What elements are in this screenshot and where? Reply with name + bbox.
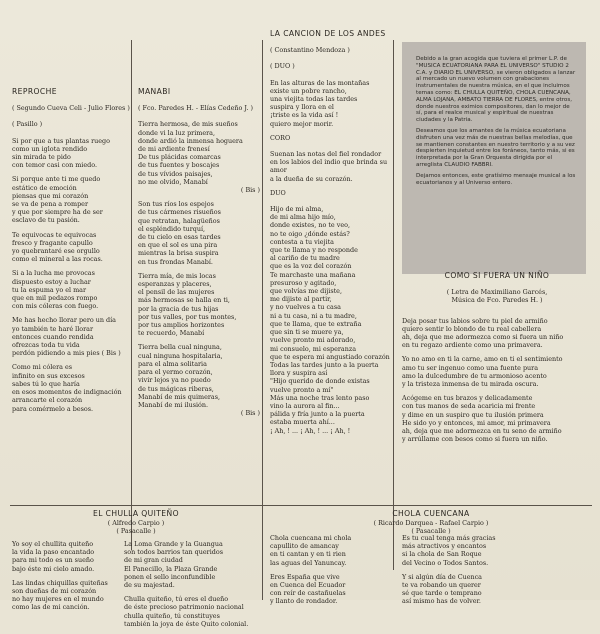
reproche-genre: ( Pasillo ) [12, 120, 43, 129]
chulla-right [124, 540, 260, 634]
cancion-coro-label: CORO [270, 133, 291, 142]
chulla-stanza: Yo soy el chullita quiteño la vida la paso encantado para mi todo es un sueño bajo éste mi cielo amado. [12, 540, 95, 573]
cancion-author: ( Constantino Mendoza ) [270, 46, 350, 55]
manabi-bis: ( Bis ) [240, 409, 260, 418]
manabi-bis: ( Bis ) [240, 186, 260, 195]
chulla-section [12, 510, 260, 540]
column-divider-3 [393, 40, 394, 570]
cancion-duo-label: ( DUO ) [270, 62, 295, 71]
reproche-author: ( Segundo Cueva Celi - Julio Flores ) [12, 104, 130, 113]
reproche-stanza: Te equivocas te equivocas fresco y fragante capullo yo quebrantaré ese orgullo como el mineral a las rocas. [12, 230, 103, 264]
fuera-author-line: ( Letra de Maximiliano Garcés, [446, 288, 548, 297]
reproche-stanza: Si porque ante ti me quedo estático de emoción piensas que mi corazón se va de pena a romper y que por siempre ha de ser esclavo de tu pasión. [12, 175, 103, 225]
cancion-stanza: En las alturas de las montañas existe un pobre rancho, una viejita todas las tardes suspira y llora en el ¡triste es la vida así ! quiero mejor morir. [270, 78, 370, 128]
chola-author: ( Ricardo Darquea - Rafael Carpio ) [373, 519, 489, 528]
horizontal-divider [10, 505, 592, 506]
reproche-stanza: Me has hecho llorar pero un día yo también te haré llorar entonces cuando rendida ofrezcas toda tu vida perdón pidiendo a mis pies ( Bis ) [12, 316, 121, 358]
fuera-author-line: Música de Fco. Paredes H. ) [451, 296, 543, 305]
fuera-stanza: Deja posar tus labios sobre tu piel de armiño quiero sentir lo blondo de tu real cabellera ah, deja que me adormezca como si fuera un niño en tu regazo ardiente como una primavera. [402, 316, 564, 350]
liner-note-paragraph: Dejamos entonces, este gratísimo mensaje musical a los ecuatorianos y al Universo entero. [416, 172, 576, 186]
cancion-stanza: Hijo de mi alma, de mi alma hijo mío, donde existes, no te veo, no te oigo ¿dónde estás? contesta a tu viejita que te llama y no responde al cariño de tu madre que es la voz del corazón Te marchaste una mañana presuroso y agitado, que volvías me dijiste, me dijiste al partir, y no vuelves a tu casa ni a tu casa, ni a tu madre, que te llama, que te extraña que sin ti se muere ya, vuelve pronto mi adorado, mi consuelo, mi esperanza que te espera mi angustiado corazón Todas las tardes junto a la puerta llora y suspira así "Hijo querido de donde existas vuelve pronto a mí" Más una noche tras lento paso vino la aurora al fin... pálida y fría junto a la puerta estaba muerta ahí... ¡ Ah, ! ... ¡ Ah, ! ... ¡ Ah, ! [270, 205, 390, 435]
chulla-stanza: Chulla quiteño, tú eres el dueño de éste precioso patrimonio nacional chulla quiteño, tú constituyes también la joya de éste Quito colonial. [124, 595, 249, 628]
liner-note-paragraph: Debido a la gran acogida que tuviera el primer L.P. de "MUSICA ECUATORIANA PARA EL UNIVERSO" STUDIO 2 C.A. y DIARIO EL UNIVERSO, se vieron obligados a lanzar al mercado un nuevo volumen con grabaciones instrumentales de nuestra música, en el que incluimos temas como: EL CHULLA QUITEÑO, CHOLA CUENCANA, ALMA LOJANA, AMBATO TIERRA DE FLORES, entre otros, donde nuestros eximios compositores, dan lo mejor de sí, para el realce musical y espiritual de nuestras ciudades y la Patria. [416, 56, 576, 124]
reproche-column [12, 88, 130, 419]
column-divider-1 [131, 40, 132, 550]
chulla-stanza: La Loma Grande y la Guangua son todos barrios tan queridos de mi gran ciudad El Panecillo, la Plaza Grande ponen el sello inconfundible de su majestad. [124, 540, 223, 590]
manabi-author: ( Fco. Paredes H. - Elías Cedeño J. ) [138, 104, 254, 113]
reproche-stanza: Si por que a tus plantas ruego como un iglota rendido sin mirada te pido con temor casi con miedo. [12, 136, 110, 170]
fuera-column [402, 272, 592, 449]
fuera-stanza: Acógeme en tus brazos y delicadamente con tus manos de seda acaricia mi frente y dime en un suspiro que tu ilusión primera He sido yo y entonces, mi amor, mi primavera ah, deja que me adormezca en tu seno de armiño y arrúllame con besos como si fuera un niño. [402, 394, 562, 444]
chola-section [270, 510, 592, 536]
chulla-title: EL CHULLA QUITEÑO [93, 509, 179, 518]
manabi-stanza: Son tus ríos los espejos de tus cármenes risueños que retratan, halagüeños el espléndido turquí, de tu cielo en esas tardes en que el sol es una pira mientras la brisa suspira en tus frondas Manabí. [138, 200, 221, 266]
chola-stanza: Eres España que vive en Cuenca del Ecuador con reír de castañuelas y llanto de rondador. [270, 572, 346, 606]
liner-note-box [402, 42, 586, 274]
chola-stanza: Es tu cual tenga más gracias más atractivos y encantos si la chola de San Roque del Vecino o Todos Santos. [402, 534, 496, 567]
chulla-stanza: Las lindas chiquillas quiteñas son dueñas de mi corazón no hay mujeres en el mundo como las de mi canción. [12, 578, 108, 612]
reproche-stanza: Como mi cólera es infinito en sus excesos sabes tú lo que haría en esos momentos de indignación arrancarte el corazón para comérmelo a besos. [12, 363, 122, 413]
chola-stanza: Y si algún día de Cuenca te va robando un querer sé que tarde o temprano así mismo has de volver. [402, 572, 482, 606]
fuera-stanza: Yo no amo en ti la carne, amo en ti el sentimiento amo tu ser ingenuo como una fuente pura amo la dulcedumbre de tu armonioso acento y la tristeza inmensa de tu mirada oscura. [402, 355, 563, 389]
chulla-left [12, 540, 130, 618]
cancion-title: LA CANCION DE LOS ANDES [270, 29, 386, 38]
cancion-column [270, 30, 392, 441]
cancion-stanza: Suenan las notas del fiel rondador en los labios del indio que brinda su amor a la dueña de su corazón. [270, 150, 388, 183]
chola-stanza: Chola cuencana mi chola capullito de amancay en ti cantan y en ti rien las aguas del Yanuncay. [270, 534, 352, 567]
fuera-title: COMO SI FUERA UN NIÑO [444, 271, 550, 280]
chulla-genre: ( Pasacalle ) [116, 527, 156, 536]
reproche-title: REPROCHE [12, 87, 57, 96]
cancion-duo-label: DUO [270, 188, 286, 197]
reproche-stanza: Si a la lucha me provocas dispuesto estoy a luchar tu la espuma yo el mar que en mil pedazos rompo con mis cóleras con fuego. [12, 269, 99, 311]
liner-note-paragraph: Deseamos que los amantes de la música ecuatoriana disfruten una vez más de nuestras bellas melodías, que se mantienen constantes en nuestro territorio y a su vez despierten inquietud entre los foráneos, tanto más, si es interpretada por la Gran Orquesta dirigida por el arreglista CLAUDIO FABBRI. [416, 127, 575, 168]
bottom-divider-center [262, 510, 263, 600]
chulla-author: ( Alfredo Carpio ) [107, 519, 165, 528]
manabi-column [138, 88, 260, 423]
manabi-stanza: Tierra bella cual ninguna, cual ninguna hospitalaria, para el alma solitaria para el yermo corazón, vivir lejos ya no puedo de tus mágicas riberas, Manabí de mis quimeras, Manabí de mi ilusión. [138, 343, 223, 409]
chola-genre: ( Pasacalle ) [411, 527, 451, 536]
manabi-title: MANABI [138, 87, 171, 96]
column-divider-2 [262, 40, 263, 550]
chola-title: CHOLA CUENCANA [392, 509, 470, 518]
manabi-stanza: Tierra mía, de mis locas esperanzas y placeres, el pensil de las mujeres más hermosas se halla en ti, por la gracia de tus hijas por tus valles, por tus montes, por tus amplios horizontes te recuerdo, Manabí [138, 271, 237, 338]
manabi-stanza: Tierra hermosa, de mis sueños donde vi la luz primera, donde ardió la inmensa hoguera de mi ardiente frenesí De tus plácidas comarcas de tus fuentes y boscajes de tus vívidos paisajes, no me olvido, Manabí [138, 120, 243, 186]
